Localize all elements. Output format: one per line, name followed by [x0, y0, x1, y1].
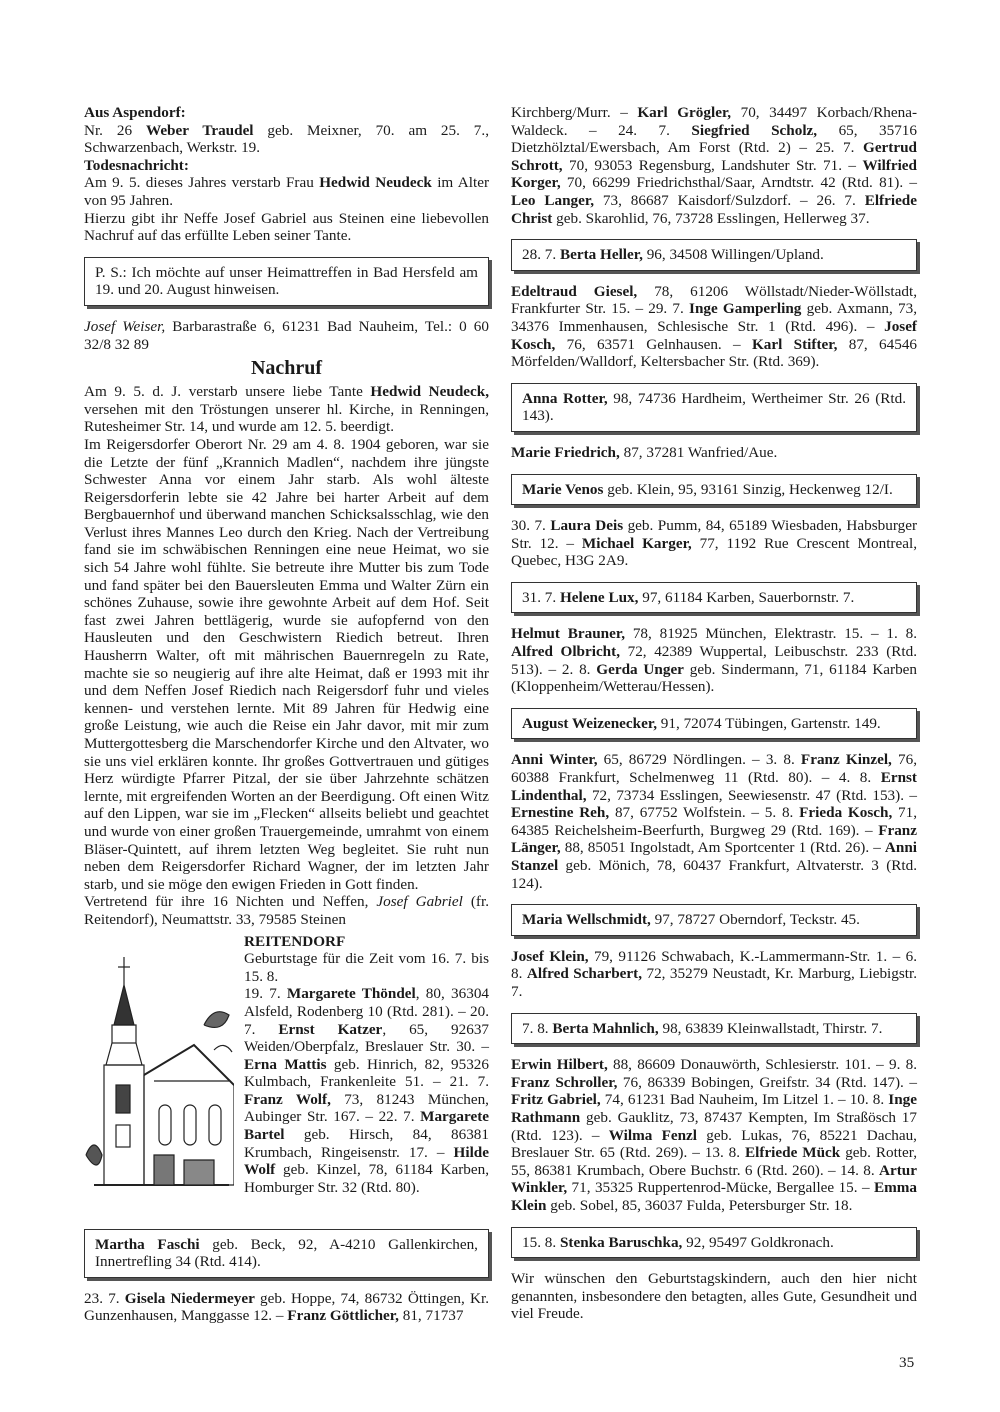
birthday-box: [511, 1227, 917, 1259]
nachruf-intro: Am 9. 5. d. J. verstarb unsere liebe Tante Hedwid Neudeck, versehen mit den Tröstungen unserer hl. Kirche, in Renningen, Rutesheimer Str. 14, und wurde am 12. 5. beerdigt.: [84, 383, 489, 436]
box-text: 7. 8. Berta Mahnlich, 98, 63839 Kleinwallstadt, Thirstr. 7.: [522, 1019, 883, 1037]
todes-title: Todesnachricht:: [84, 156, 189, 174]
todes-body: Am 9. 5. dieses Jahres verstarb Frau Hedwid Neudeck im Alter von 95 Jahren.: [84, 174, 490, 209]
birthday-box: [511, 474, 917, 506]
birthday-box: [511, 582, 917, 614]
page-number: 35: [899, 1354, 915, 1371]
birthday-paragraph: Edeltraud Giesel, 78, 61206 Wöllstadt/Nieder-Wöllstadt, Frankfurter Str. 15. – 29. 7. Inge Gamperling geb. Axmann, 73, 34376 Immenhausen, Schlesische Str. 1 (Rtd. 496). – Josef Kosch, 76, 63571 Gelnhausen. – Karl Stifter, 87, 64546 Mörfelden/Walldorf, Keltersbacher Str. (Rtd. 369).: [511, 282, 918, 371]
birthday-paragraph: Erwin Hilbert, 88, 86609 Donauwörth, Schlesierstr. 101. – 9. 8. Franz Schroller, 76, 86339 Bobingen, Greifstr. 34 (Rtd. 147). – Fritz Gabriel, 74, 61231 Bad Nauheim, Im Litzel 1. – 10. 8. Inge Rathmann geb. Gauklitz, 73, 87437 Kempten, Im Straßösch 17 (Rtd. 123). – Wilma Fenzl geb. Lukas, 76, 85221 Dachau, Breslauer Str. 65 (Rtd. 269). – 13. 8. Elfriede Mück geb. Rotter, 55, 86381 Krumbach, Obere Buchstr. 6 (Rtd. 260). – 14. 8. Artur Winkler, 71, 35325 Ruppertenrod-Mücke, Bergallee 15. – Emma Klein geb. Sobel, 85, 36037 Fulda, Petersburger Str. 18.: [511, 1056, 918, 1214]
nachruf-body: Im Reigersdorfer Oberort Nr. 29 am 4. 8. 1904 geboren, war sie die Letzte der fünf „Krannich Madlen“, nachdem ihre jüngste Schwester Anna vor einem Jahr starb. Als wohl älteste Reigersdorferin lebte sie 42 Jahre bei harter Arbeit auf dem Bergbauernhof und überwand manchen Schicksalsschlag, wie den Verlust ihres Mannes Leo durch den Krieg. Nach der Vertreibung fand sie im schwäbischen Renningen eine neue Heimat, wo sie sich 54 Jahre wohl fühlte. Sie betreute ihre Mutter bis zum Tode und fand später bei den Bauersleuten Emma und Walter Zürn ein schönes Zuhause, sowie ihre gewohnte Arbeit auf dem Hof. Seit fast zwei Jahren bettlägerig, wurde sie aufopfernd von den Hausleuten und den Geschwistern Riedich betreut. Ihren Hausherrn Walter, oft mit mährischen Bauernregeln zu Rate, machte sie so neugierig auf ihre alte Heimat, daß er 1993 mit ihr und dem Neffen Josef Riedich nach Reigersdorf fuhr und vieles kennen- und verstehen lernte. Mit 89 Jahren für Hedwig eine große Leistung, wie auch die Reise ein Jahr davor, mit mir zum Muttergottesberg die Marschendorfer Kirche und den Altvater, wo sie uns viel erklären konnte. Ihr großes Gottvertrauen und gütiges Herz würdigte Pfarrer Pitzal, der sie über Jahrzehnte schätzen lernte, mit ergreifenden Worten an der Beerdigung. Oft einen Witz auf den Lippen, war sie im „Flecken“ allseits beliebt und geachtet und wurde von einer großen Trauergemeinde, umrahmt von einem Bläser-Quintett, auf ihrem letzten Weg begleitet. Sie ruht nun neben dem Reigersdorfer Richard Wagner, der im letzten Jahr starb, und sie möge den ewigen Frieden in Gott finden.: [84, 435, 489, 893]
left-column: [84, 104, 489, 1325]
reitendorf-title: REITENDORF: [244, 932, 346, 950]
closing-wish: Wir wünschen den Geburtstagskindern, auch den hier nicht genannten, insbesondere den betagten, alles Gute, Gesundheit und viel Freude.: [511, 1270, 917, 1323]
box-text: Marie Venos geb. Klein, 95, 93161 Sinzig, Heckenweg 12/I.: [522, 480, 893, 498]
box-text: Maria Wellschmidt, 97, 78727 Oberndorf, Teckstr. 45.: [522, 911, 860, 929]
reitendorf-section: [84, 933, 489, 1219]
left-bottom-text: 23. 7. Gisela Niedermeyer geb. Hoppe, 74, 86732 Öttingen, Kr. Gunzenhausen, Manggasse 12. – Franz Göttlicher, 81, 71737: [84, 1289, 489, 1325]
nachruf-signature: Vertretend für ihre 16 Nichten und Neffen, Josef Gabriel (fr. Reitendorf), Neumattstr. 33, 79585 Steinen: [84, 893, 490, 928]
birthday-paragraph: Marie Friedrich, 87, 37281 Wanfried/Aue.: [511, 443, 778, 461]
box-text: August Weizenecker, 91, 72074 Tübingen, Gartenstr. 149.: [522, 714, 881, 732]
aspendorf-body: Nr. 26 Weber Traudel geb. Meixner, 70. am 25. 7., Schwarzenbach, Werkstr. 19.: [84, 121, 489, 157]
faschi-box: [84, 1229, 489, 1278]
reitendorf-text: [244, 933, 489, 1197]
box-text: 31. 7. Helene Lux, 97, 61184 Karben, Sauerbornstr. 7.: [522, 588, 855, 606]
birthday-paragraph: Anni Winter, 65, 86729 Nördlingen. – 3. 8. Franz Kinzel, 76, 60388 Frankfurt, Schelmenweg 11 (Rtd. 80). – 4. 8. Ernst Lindenthal, 72, 73734 Esslingen, Seewiesenstr. 47 (Rtd. 153). – Ernestine Reh, 87, 67752 Wolfstein. – 5. 8. Frieda Kosch, 71, 64385 Reichelsheim-Beerfurth, Burgweg 29 (Rtd. 169). – Franz Länger, 88, 85051 Ingolstadt, Am Sportcenter 1 (Rtd. 26). – Anni Stanzel geb. Mönich, 78, 60437 Frankfurt, Altvaterstr. 3 (Rtd. 124).: [511, 751, 918, 892]
nachruf-title: Nachruf: [250, 357, 323, 380]
birthday-paragraph: Helmut Brauner, 78, 81925 München, Elektrastr. 15. – 1. 8. Alfred Olbricht, 72, 42389 Wuppertal, Leibuschstr. 233 (Rtd. 513). – 2. 8. Gerda Unger geb. Sindermann, 71, 61184 Karben (Kloppenheim/Wetterau/Hessen).: [511, 625, 918, 696]
birthday-box: [511, 383, 917, 432]
birthday-box: [511, 904, 917, 936]
birthday-paragraph: Josef Klein, 79, 91126 Schwabach, K.-Lammermann-Str. 1. – 6. 8. Alfred Scharbert, 72, 35279 Neustadt, Kr. Marburg, Liebigstr. 7.: [511, 947, 917, 1000]
hierzu-text: Hierzu gibt ihr Neffe Josef Gabriel aus Steinen eine liebevollen Nachruf auf das erfüllte Leben seiner Tante.: [84, 209, 489, 245]
birthday-paragraph: Kirchberg/Murr. – Karl Grögler, 70, 34497 Korbach/Rhena-Waldeck. – 24. 7. Siegfried Scholz, 65, 35716 Dietzhölztal/Ewersbach, Am Forst (Rtd. 2) – 25. 7. Gertrud Schrott, 70, 93053 Regensburg, Landshuter Str. 71. – Wilfried Korger, 70, 66299 Friedrichsthal/Saar, Arndtstr. 42 (Rtd. 81). – Leo Langer, 73, 86687 Kaisdorf/Sulzdorf. – 26. 7. Elfriede Christ geb. Skarohlid, 76, 73728 Esslingen, Hellerweg 37.: [511, 104, 917, 227]
birthday-paragraph: 30. 7. Laura Deis geb. Pumm, 84, 65189 Wiesbaden, Habsburger Str. 12. – Michael Karger, 77, 1192 Rue Crescent Montreal, Quebec, H3G 2A9.: [511, 517, 918, 570]
faschi-text: Martha Faschi geb. Beck, 92, A-4210 Gallenkirchen, Innertrefling 34 (Rtd. 414).: [95, 1235, 478, 1271]
aspendorf-title: Aus Aspendorf:: [84, 104, 186, 121]
birthday-box: [511, 708, 917, 740]
box-text: Anna Rotter, 98, 74736 Hardheim, Wertheimer Str. 26 (Rtd. 143).: [522, 389, 907, 425]
box-text: 28. 7. Berta Heller, 96, 34508 Willingen/Upland.: [522, 246, 824, 264]
right-column: [511, 104, 917, 1323]
author-line: Josef Weiser, Barbarastraße 6, 61231 Bad Nauheim, Tel.: 0 60 32/8 32 89: [84, 317, 489, 353]
reitendorf-intro: Geburtstage für die Zeit vom 16. 7. bis 15. 8.: [244, 950, 489, 985]
church-illustration: [84, 955, 234, 1205]
ps-box: [84, 257, 489, 306]
birthday-box: [511, 239, 917, 271]
reitendorf-list: 19. 7. Margarete Thöndel, 80, 36304 Alsfeld, Rodenberg 10 (Rtd. 281). – 20. 7. Ernst Katzer, 65, 92637 Weiden/Oberpfalz, Breslauer Str. 30. – Erna Mattis geb. Hinrich, 82, 95326 Kulmbach, Frankenleite 51. – 21. 7. Franz Wolf, 73, 81243 München, Aubinger Str. 167. – 22. 7. Margarete Bartel geb. Hirsch, 84, 86381 Krumbach, Ringeisenstr. 17. – Hilde Wolf geb. Kinzel, 78, 61184 Karben, Homburger Str. 32 (Rtd. 80).: [244, 985, 489, 1196]
birthday-box: [511, 1013, 917, 1045]
ps-text: P. S.: Ich möchte auf unser Heimattreffen in Bad Hersfeld am 19. und 20. August hinweisen.: [95, 263, 478, 299]
box-text: 15. 8. Stenka Baruschka, 92, 95497 Goldkronach.: [522, 1233, 834, 1251]
